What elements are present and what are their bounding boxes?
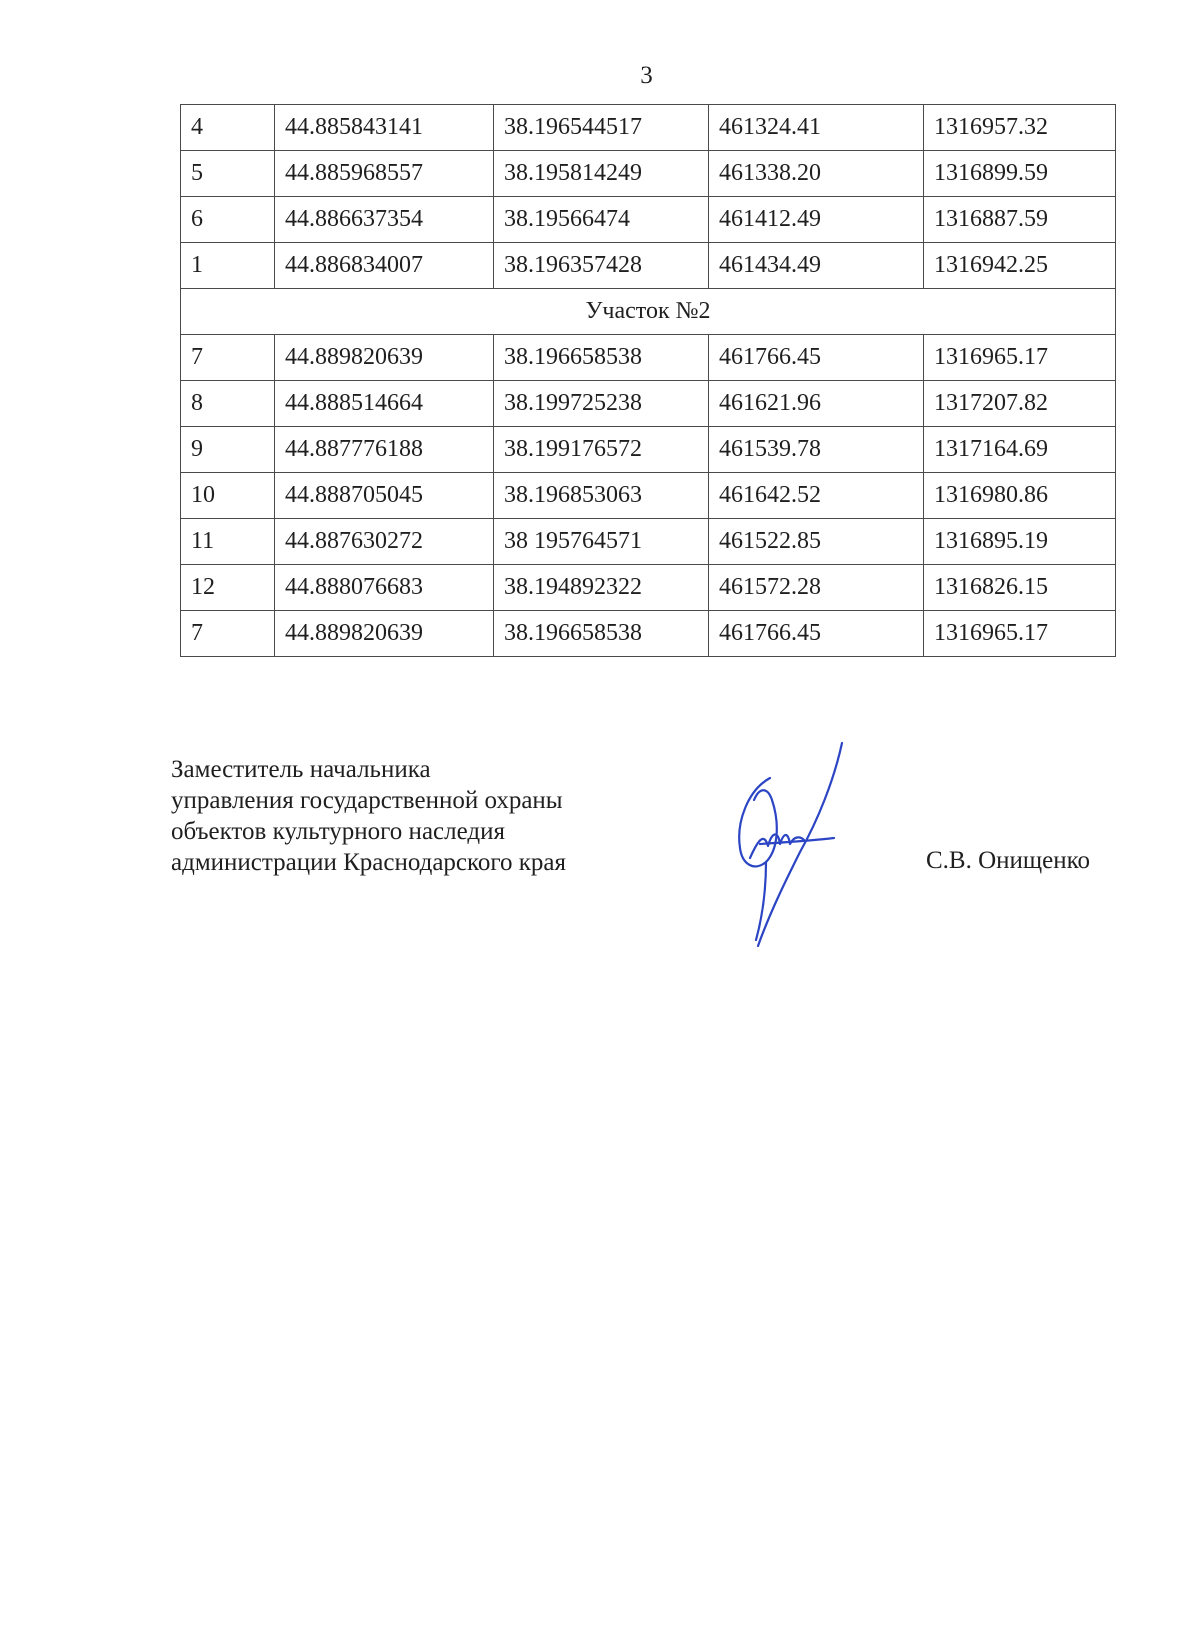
longitude-cell: 38.196357428 <box>494 243 709 289</box>
point-number-cell: 11 <box>181 519 275 565</box>
page-number: 3 <box>640 62 653 89</box>
point-number-cell: 1 <box>181 243 275 289</box>
position-line: управления государственной охраны <box>171 787 563 814</box>
signer-name: С.В. Онищенко <box>926 847 1091 874</box>
longitude-cell: 38.196658538 <box>494 335 709 381</box>
y-coordinate-cell: 1316826.15 <box>924 565 1116 611</box>
signature-strokes <box>739 743 842 946</box>
table-row <box>181 381 1116 427</box>
y-coordinate-cell: 1317207.82 <box>924 381 1116 427</box>
latitude-cell: 44.889820639 <box>275 335 494 381</box>
longitude-cell: 38 195764571 <box>494 519 709 565</box>
point-number-cell: 9 <box>181 427 275 473</box>
position-line: Заместитель начальника <box>171 756 431 783</box>
table-row <box>181 427 1116 473</box>
handwritten-signature <box>730 740 870 950</box>
y-coordinate-cell: 1316942.25 <box>924 243 1116 289</box>
position-line: администрации Краснодарского края <box>171 849 567 876</box>
coordinates-table <box>180 104 1116 657</box>
point-number-cell: 10 <box>181 473 275 519</box>
latitude-cell: 44.888514664 <box>275 381 494 427</box>
x-coordinate-cell: 461621.96 <box>709 381 924 427</box>
y-coordinate-cell: 1316899.59 <box>924 151 1116 197</box>
point-number-cell: 7 <box>181 611 275 657</box>
longitude-cell: 38.195814249 <box>494 151 709 197</box>
table-row <box>181 565 1116 611</box>
latitude-cell: 44.886834007 <box>275 243 494 289</box>
x-coordinate-cell: 461412.49 <box>709 197 924 243</box>
x-coordinate-cell: 461324.41 <box>709 105 924 151</box>
y-coordinate-cell: 1316980.86 <box>924 473 1116 519</box>
table-row <box>181 335 1116 381</box>
x-coordinate-cell: 461539.78 <box>709 427 924 473</box>
longitude-cell: 38.194892322 <box>494 565 709 611</box>
y-coordinate-cell: 1317164.69 <box>924 427 1116 473</box>
x-coordinate-cell: 461522.85 <box>709 519 924 565</box>
longitude-cell: 38.196658538 <box>494 611 709 657</box>
y-coordinate-cell: 1316957.32 <box>924 105 1116 151</box>
point-number-cell: 7 <box>181 335 275 381</box>
position-line: объектов культурного наследия <box>171 818 505 845</box>
x-coordinate-cell: 461572.28 <box>709 565 924 611</box>
x-coordinate-cell: 461434.49 <box>709 243 924 289</box>
x-coordinate-cell: 461766.45 <box>709 611 924 657</box>
signatory-position <box>171 754 566 878</box>
table-row <box>181 611 1116 657</box>
section-header-row <box>181 289 1116 335</box>
point-number-cell: 12 <box>181 565 275 611</box>
table-row <box>181 105 1116 151</box>
longitude-cell: 38.199176572 <box>494 427 709 473</box>
y-coordinate-cell: 1316965.17 <box>924 611 1116 657</box>
latitude-cell: 44.889820639 <box>275 611 494 657</box>
longitude-cell: 38.199725238 <box>494 381 709 427</box>
point-number-cell: 6 <box>181 197 275 243</box>
latitude-cell: 44.885968557 <box>275 151 494 197</box>
point-number-cell: 5 <box>181 151 275 197</box>
y-coordinate-cell: 1316965.17 <box>924 335 1116 381</box>
signature-stroke <box>758 743 842 946</box>
x-coordinate-cell: 461338.20 <box>709 151 924 197</box>
longitude-cell: 38.19566474 <box>494 197 709 243</box>
section-title: Участок №2 <box>181 289 1116 335</box>
y-coordinate-cell: 1316887.59 <box>924 197 1116 243</box>
longitude-cell: 38.196544517 <box>494 105 709 151</box>
latitude-cell: 44.886637354 <box>275 197 494 243</box>
table-row <box>181 197 1116 243</box>
latitude-cell: 44.888076683 <box>275 565 494 611</box>
point-number-cell: 8 <box>181 381 275 427</box>
table-row <box>181 243 1116 289</box>
latitude-cell: 44.885843141 <box>275 105 494 151</box>
x-coordinate-cell: 461766.45 <box>709 335 924 381</box>
x-coordinate-cell: 461642.52 <box>709 473 924 519</box>
y-coordinate-cell: 1316895.19 <box>924 519 1116 565</box>
latitude-cell: 44.887630272 <box>275 519 494 565</box>
table-row <box>181 519 1116 565</box>
table-row <box>181 473 1116 519</box>
point-number-cell: 4 <box>181 105 275 151</box>
latitude-cell: 44.888705045 <box>275 473 494 519</box>
longitude-cell: 38.196853063 <box>494 473 709 519</box>
latitude-cell: 44.887776188 <box>275 427 494 473</box>
signature-stroke <box>739 778 777 866</box>
table-row <box>181 151 1116 197</box>
